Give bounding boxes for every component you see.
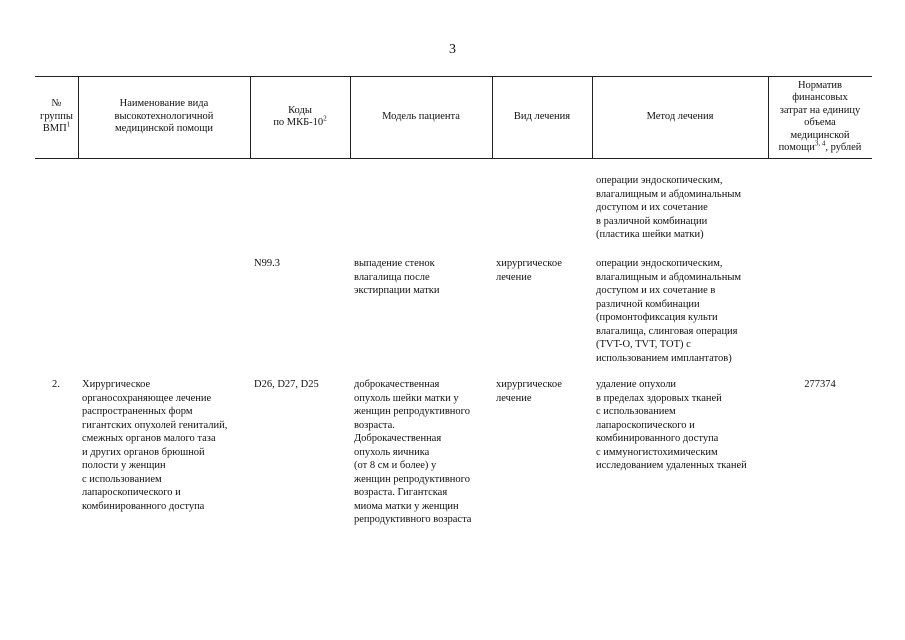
row-1-patient-model: выпадение стенок влагалища после экстирпации матки [354,258,440,296]
row-2-code: D26, D27, D25 [254,379,319,390]
row-2-patient-model: доброкачественная опухоль шейки матки у женщин репродуктивного возраста. Доброкачественная опухоль яичника (от 8 см и более) у женщин репродуктивного возраста. Гигантская миома матки у женщин репродуктивного возраста [354,379,472,525]
row-2-cost: 277374 [804,379,836,390]
header-group-number: № группы ВМП$^1$ [40,98,73,135]
row-1-method: операции эндоскопическим, влагалищным и абдоминальным доступом и их сочетание в различной комбинации (промонтофиксация культи влагалища, слинговая операция (TVT-O, TVT, TOT) с использованием имплантатов) [596,258,742,364]
row-0-method: операции эндоскопическим, влагалищным и абдоминальным доступом и их сочетание в различной комбинации (пластика шейки матки) [596,175,742,240]
header-care-type-name: Наименование вида высокотехнологичной медицинской помощи [114,98,214,135]
row-2-group-number: 2. [52,379,60,390]
table-header-bottom-rule [35,158,872,159]
row-1-code: N99.3 [254,258,280,269]
row-1-treatment-type: хирургическое лечение [496,258,562,283]
row-2-treatment-type: хирургическое лечение [496,379,562,404]
header-patient-model: Модель пациента [382,110,460,122]
header-treatment-type: Вид лечения [513,110,571,122]
row-2-method: удаление опухоли в пределах здоровых тканей с использованием лапароскопического и комбинированного доступа с иммуногистохимическим исследованием удаленных тканей [596,379,747,471]
row-2-care-type-name: Хирургическое органосохраняющее лечение распространенных форм гигантских опухолей гениталий, смежных органов малого таза и других органов брюшной полости у женщин с использованием лапароскопического и комбинированного доступа [82,379,228,512]
page-number: 3 [449,42,456,57]
header-icd-codes: Коды по МКБ-$10^2$ [273,104,327,128]
header-cost-standard: Норматив финансовых затрат на единицу объема медицинской помощи$^{3, 4}$, рублей [778,79,862,153]
header-treatment-method: Метод лечения [646,110,714,122]
